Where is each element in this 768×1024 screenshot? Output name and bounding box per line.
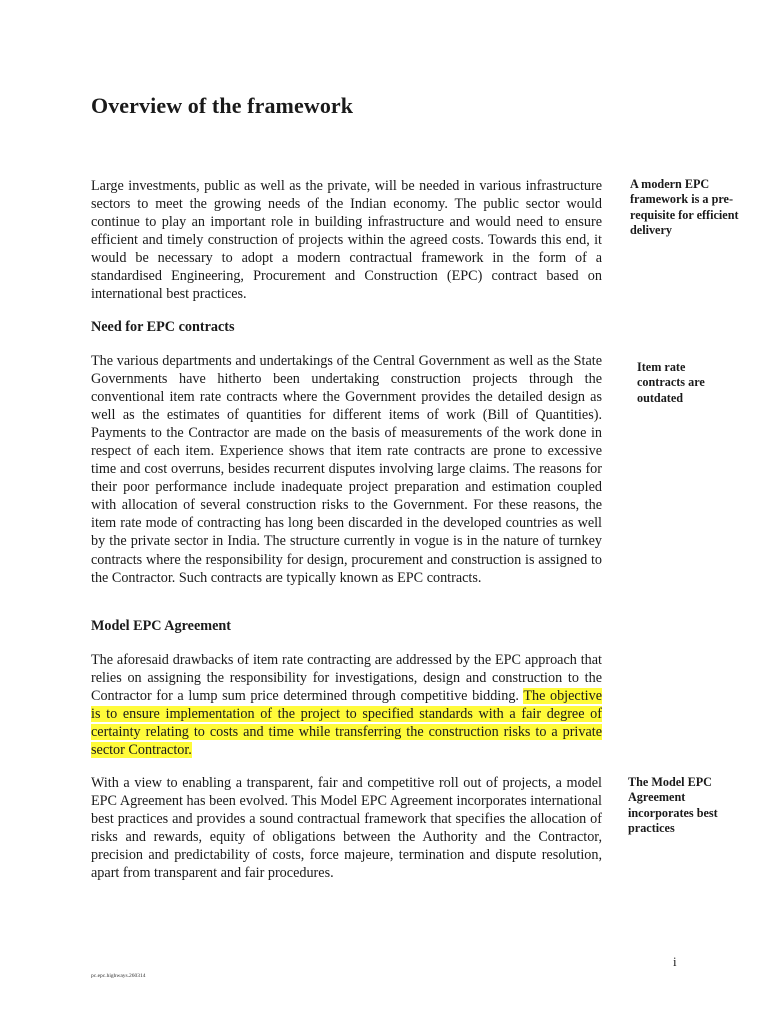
page-title: Overview of the framework: [91, 93, 354, 118]
paragraph-intro: Large investments, public as well as the private, will be needed in various infrastructure sectors to meet the growing needs of the Indian economy. The public sector would continue to play an important role in building infrastructure and would need to ensure efficient and timely construction of projects within the agreed costs. Towards this end, it would be necessary to adopt a modern contractual framework in the form of a standardised Engineering, Procurement and Construction (EPC) contract based on international best practices.: [91, 178, 602, 303]
side-note-item-rate: Item rate contracts are outdated: [637, 360, 705, 405]
side-note-modern-epc: A modern EPC framework is a pre-requisite for efficient delivery: [630, 177, 739, 238]
paragraph-model-agreement: With a view to enabling a transparent, fair and competitive roll out of projects, a model EPC Agreement has been evolved. This Model EPC Agreement incorporates international best practices and provides a sound contractual framework that specifies the allocation of risks and rewards, equity of obligations between the Authority and the Contractor, precision and predictability of costs, force majeure, termination and dispute resolution, apart from transparent and fair procedures.: [91, 775, 602, 882]
section-heading-model-epc: Model EPC Agreement: [91, 618, 232, 634]
footer-document-code: pc.epc.highways.260314: [91, 973, 146, 979]
highlighted-text: The objective is to ensure implementation of the project to specified standards with a fair degree of certainty relating to costs and time while transferring the construction risks to a private sector Contractor.: [91, 688, 602, 759]
section-heading-need-for-epc: Need for EPC contracts: [91, 319, 235, 335]
side-note-model-epc: The Model EPC Agreement incorporates best practices: [628, 775, 718, 836]
page-number: i: [673, 954, 677, 969]
paragraph-model-epc-text: The aforesaid drawbacks of item rate contracting are addressed by the EPC approach that relies on assigning the responsibility for investigations, design and construction to the Contractor for a lump sum price determined through competitive bidding.: [91, 652, 602, 705]
paragraph-need-for-epc: The various departments and undertakings of the Central Government as well as the State Governments have hitherto been undertaking construction projects through the conventional item rate contracts where the Government provides the detailed design as well as the estimates of quantities for different items of work (Bill of Quantities). Payments to the Contractor are made on the basis of measurements of the work done in respect of each item. Experience shows that item rate contracts are prone to excessive time and cost overruns, besides recurrent disputes involving large claims. The reasons for their poor performance include inadequate project preparation and estimation coupled with allocation of several construction risks to the Government. For these reasons, the item rate mode of contracting has long been discarded in the developed countries as well by the private sector in India. The structure currently in vogue is in the nature of turnkey contracts where the responsibility for design, procurement and construction is assigned to the Contractor. Such contracts are typically known as EPC contracts.: [91, 353, 602, 586]
paragraph-model-epc: [91, 651, 602, 759]
